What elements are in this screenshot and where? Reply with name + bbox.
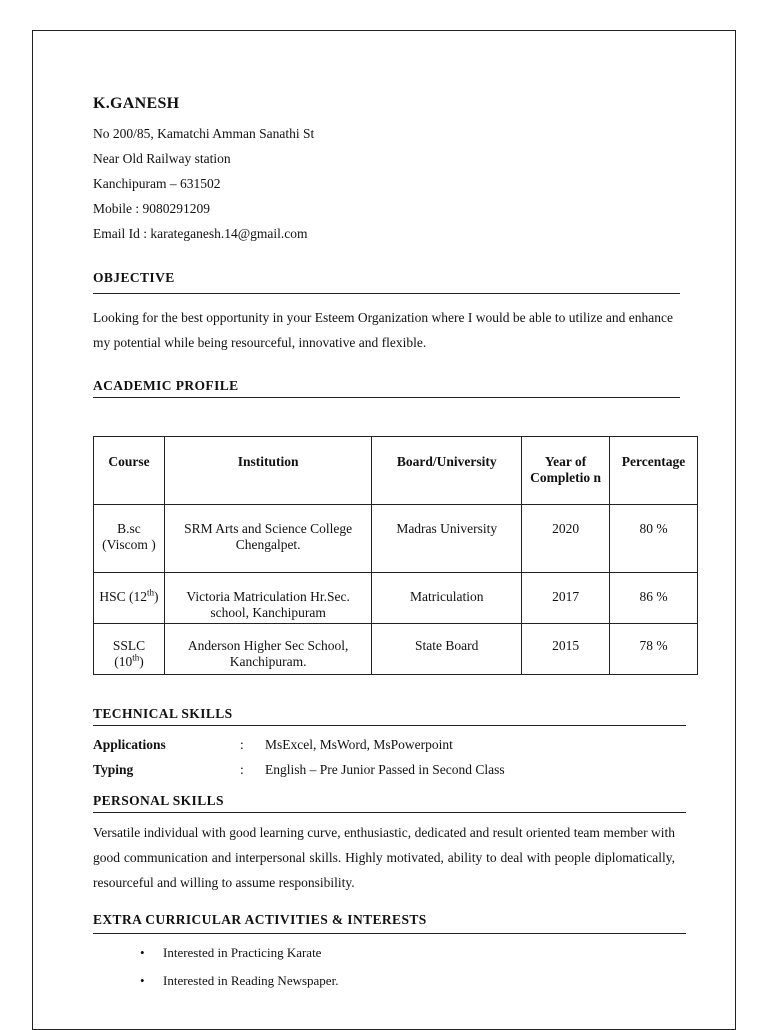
skill-label-typing: Typing: [93, 762, 134, 777]
course-text: HSC (12: [99, 589, 148, 604]
personal-text: Versatile individual with good learning curve, enthusiastic, dedicated and result oriented team member with good communication and interpersonal skills. Highly motivated, ability to deal with people diplomatically, resourceful and willing to assume responsibility.: [93, 825, 675, 890]
column-header: Percentage: [610, 437, 698, 505]
course-cell: [94, 573, 165, 624]
personal-rule: [93, 812, 686, 813]
skill-value-typing: English – Pre Junior Passed in Second Class: [265, 762, 505, 777]
percentage-cell: 86 %: [610, 573, 698, 624]
list-item: Interested in Practicing Karate: [163, 945, 322, 960]
year-cell: 2017: [522, 573, 610, 624]
objective-rule: [93, 293, 680, 294]
candidate-name: K.GANESH: [93, 95, 180, 112]
institution-cell: Anderson Higher Sec School, Kanchipuram.: [164, 624, 371, 675]
academic-heading: ACADEMIC PROFILE: [93, 378, 239, 393]
column-header: Course: [94, 437, 165, 505]
extra-heading: EXTRA CURRICULAR ACTIVITIES & INTERESTS: [93, 912, 427, 927]
email-address: Email Id : karateganesh.14@gmail.com: [93, 226, 308, 241]
skill-value-applications: MsExcel, MsWord, MsPowerpoint: [265, 737, 453, 752]
technical-heading: TECHNICAL SKILLS: [93, 706, 233, 721]
board-cell: Madras University: [372, 505, 522, 573]
year-cell: 2020: [522, 505, 610, 573]
skill-label-applications: Applications: [93, 737, 166, 752]
percentage-cell: 80 %: [610, 505, 698, 573]
column-header: Board/University: [372, 437, 522, 505]
course-text: SSLC (10: [112, 638, 146, 669]
board-cell: State Board: [372, 624, 522, 675]
course-superscript: th: [147, 587, 155, 598]
objective-text: Looking for the best opportunity in your Esteem Organization where I would be able to utilize and enhance my potential while being resourceful, innovative and flexible.: [93, 310, 673, 350]
column-header: Year of Completio n: [522, 437, 610, 505]
list-item: Interested in Reading Newspaper.: [163, 973, 339, 988]
course-superscript: th: [132, 652, 140, 663]
personal-heading: PERSONAL SKILLS: [93, 793, 224, 808]
institution-cell: SRM Arts and Science College Chengalpet.: [164, 505, 371, 573]
table-row: [94, 505, 698, 573]
table-row: [94, 624, 698, 675]
column-header: Institution: [164, 437, 371, 505]
percentage-cell: 78 %: [610, 624, 698, 675]
skill-colon: :: [240, 737, 244, 752]
year-cell: 2015: [522, 624, 610, 675]
course-cell: [94, 624, 165, 675]
mobile-number: Mobile : 9080291209: [93, 201, 210, 216]
address-line-3: Kanchipuram – 631502: [93, 176, 221, 191]
objective-heading: OBJECTIVE: [93, 270, 175, 285]
course-text-end: ): [154, 589, 159, 604]
institution-cell: Victoria Matriculation Hr.Sec. school, Kanchipuram: [164, 573, 371, 624]
address-line-2: Near Old Railway station: [93, 151, 231, 166]
table-row: [94, 573, 698, 624]
technical-rule: [93, 725, 686, 726]
bullet-icon: •: [140, 945, 145, 960]
course-text-end: ): [139, 654, 144, 669]
course-cell: B.sc (Viscom ): [94, 505, 165, 573]
academic-table: [93, 436, 698, 675]
extra-rule: [93, 933, 686, 934]
table-header-row: [94, 437, 698, 505]
bullet-icon: •: [140, 973, 145, 988]
academic-rule: [93, 397, 680, 398]
skill-colon: :: [240, 762, 244, 777]
address-line-1: No 200/85, Kamatchi Amman Sanathi St: [93, 126, 315, 141]
board-cell: Matriculation: [372, 573, 522, 624]
